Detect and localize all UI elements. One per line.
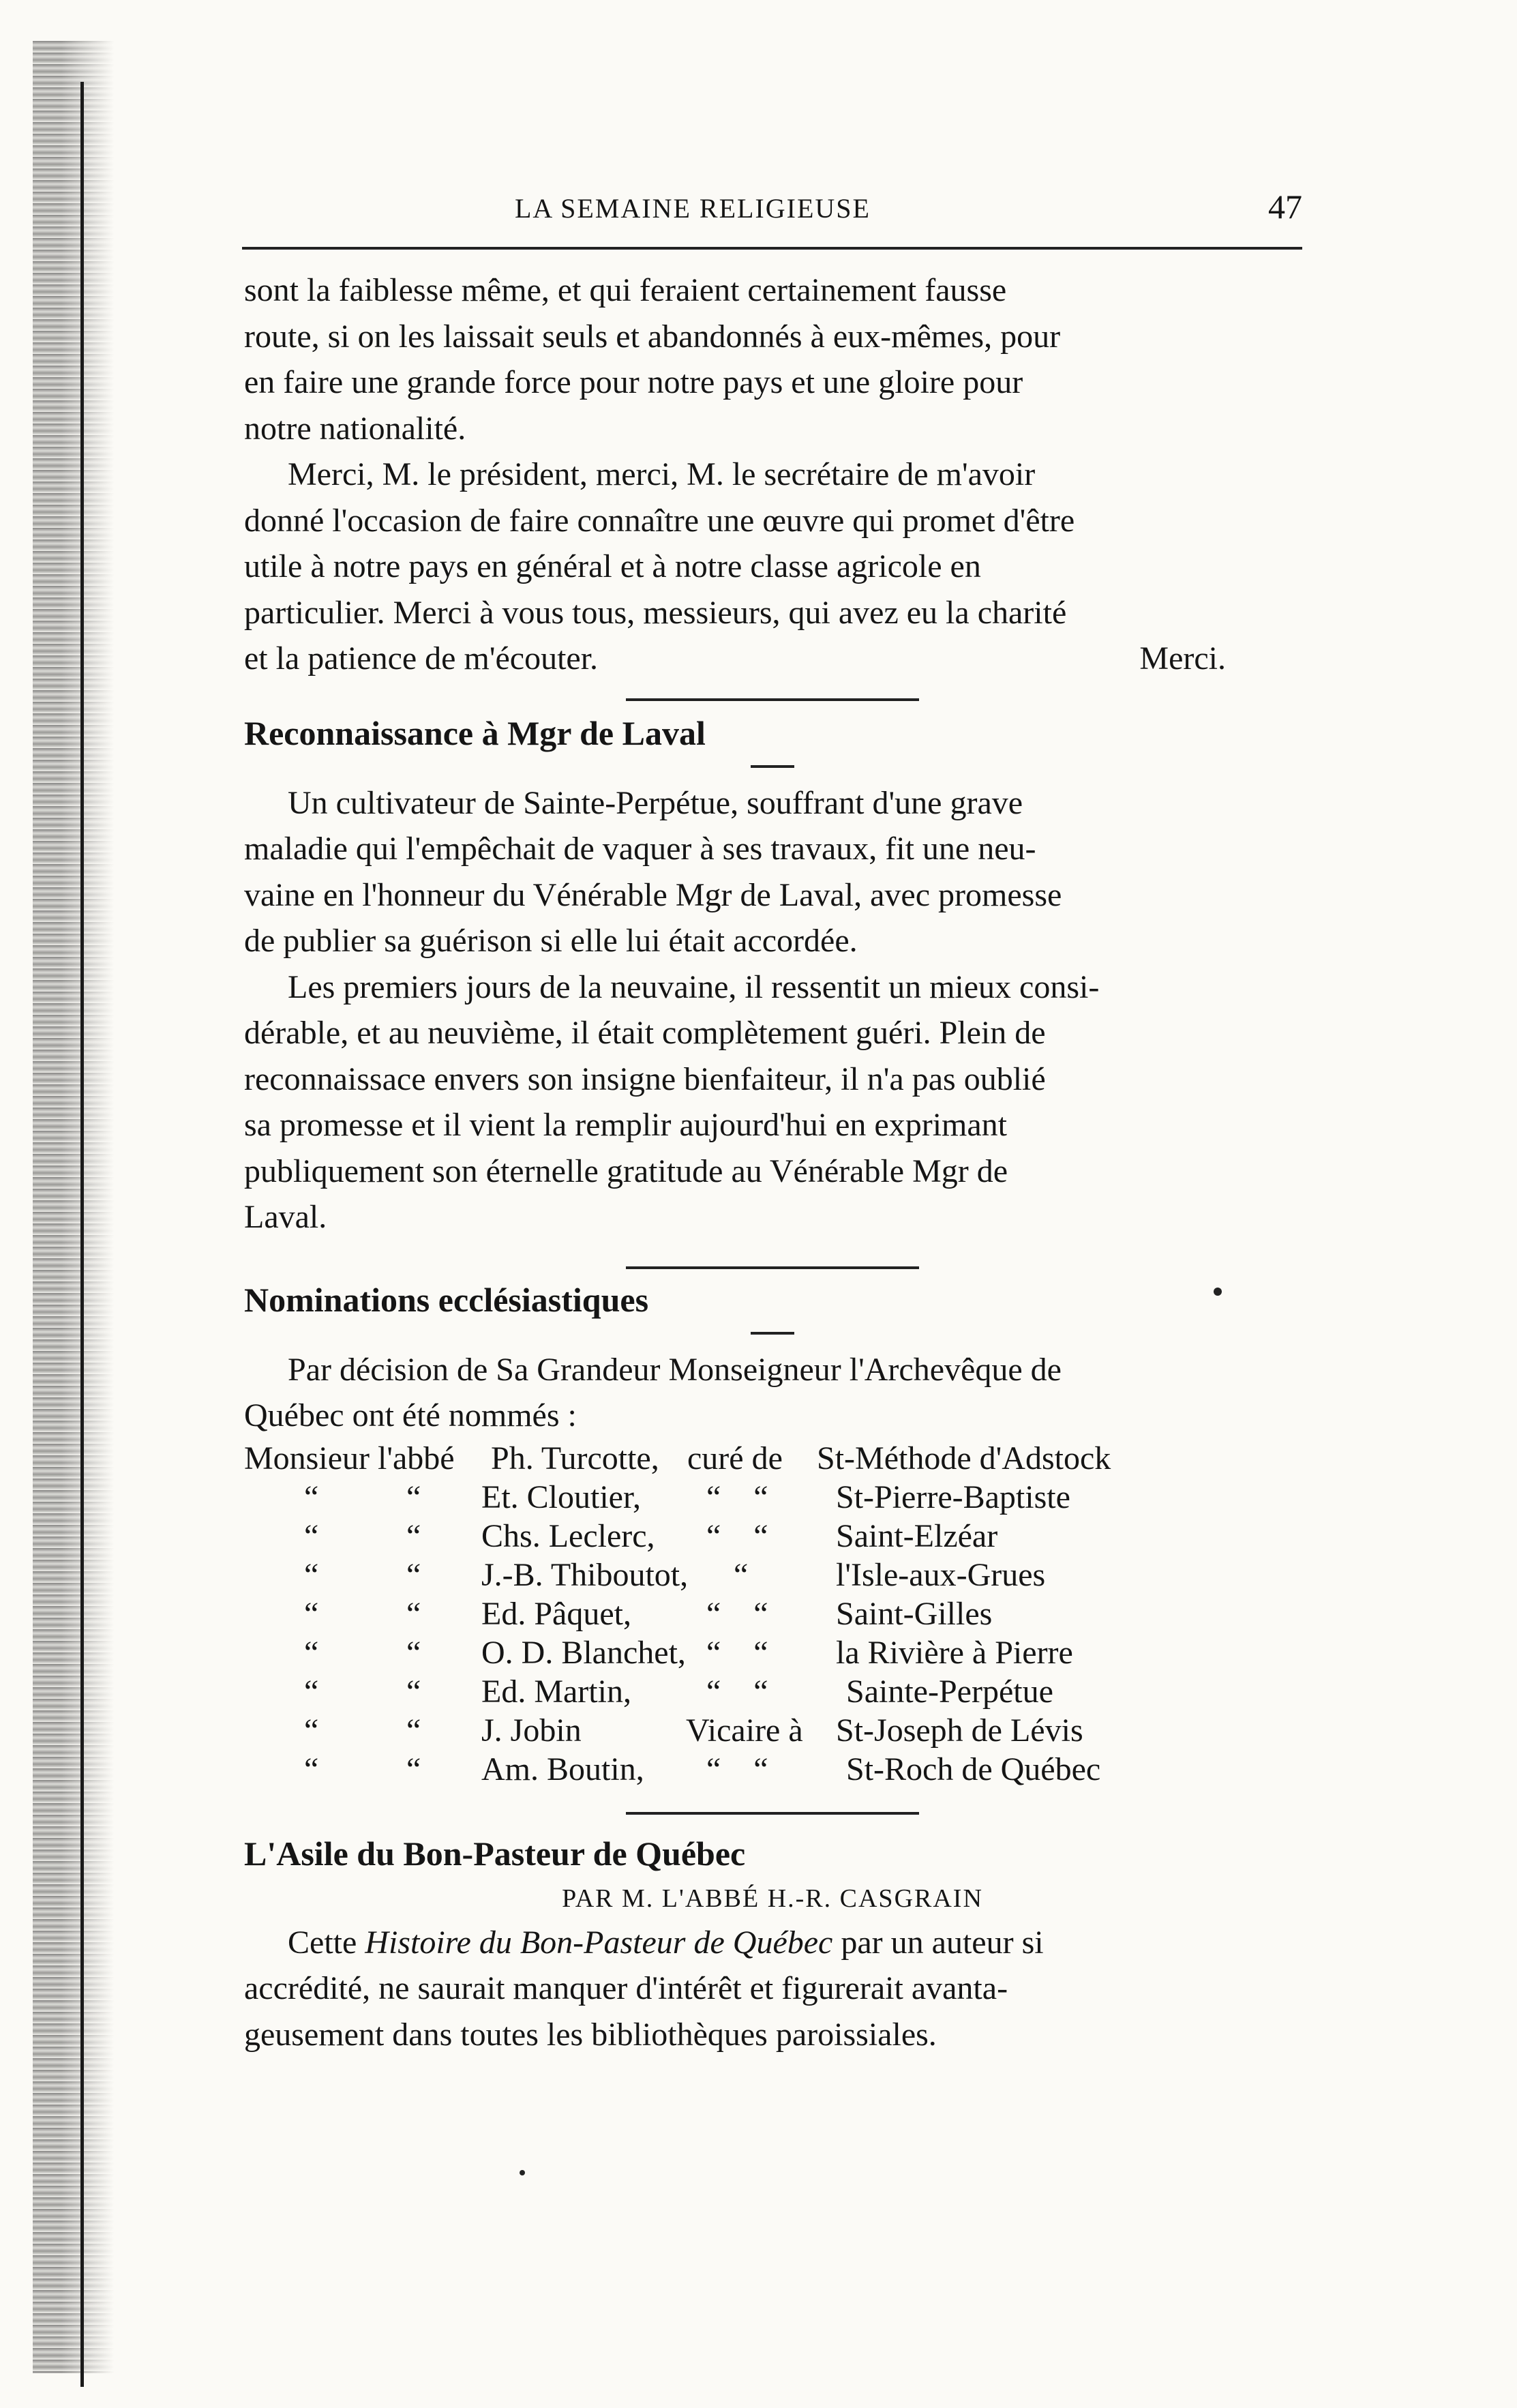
- section-title-nominations: Nominations ecclésiastiques: [244, 1280, 649, 1319]
- text-line: donné l'occasion de faire connaître une œuvre qui promet d'être: [244, 502, 1075, 539]
- nomination-name: O. D. Blanchet,: [481, 1634, 686, 1671]
- text-line: publiquement son éternelle gratitude au Vénérable Mgr de: [244, 1153, 1008, 1189]
- text-line: en faire une grande force pour notre pays et une gloire pour: [244, 364, 1023, 400]
- text-line: dérable, et au neuvième, il était complètement guéri. Plein de: [244, 1015, 1046, 1051]
- nomination-row: [244, 1594, 1301, 1633]
- nomination-place: l'Isle-aux-Grues: [836, 1556, 1046, 1593]
- nomination-place: Sainte-Perpétue: [846, 1673, 1053, 1710]
- text-line: sa promesse et il vient la remplir aujourd'hui en exprimant: [244, 1107, 1007, 1143]
- binding-edge: [33, 41, 115, 2373]
- section3-paragraph: [244, 1920, 1301, 2058]
- page-header: [242, 188, 1302, 240]
- text-line: Les premiers jours de la neuvaine, il ressentit un mieux consi-: [288, 968, 1100, 1005]
- nomination-row: [244, 1556, 1301, 1594]
- text-fragment: par un auteur si: [832, 1924, 1044, 1961]
- intro-paragraph-1: [244, 267, 1301, 451]
- ditto-mark: “: [304, 1478, 319, 1515]
- page-number: 47: [1268, 188, 1302, 226]
- nomination-role: “ “: [706, 1595, 768, 1632]
- text-line: notre nationalité.: [244, 410, 466, 447]
- nomination-name: J. Jobin: [481, 1712, 582, 1749]
- section1-paragraph-1: [244, 780, 1301, 964]
- text-line: et la patience de m'écouter.: [244, 640, 599, 677]
- text-line: utile à notre pays en général et à notre classe agricole en: [244, 548, 981, 584]
- page-body: [244, 267, 1301, 2057]
- closing-thanks: Merci.: [1139, 640, 1226, 677]
- nomination-place: la Rivière à Pierre: [836, 1634, 1073, 1671]
- ink-speck: [1214, 1288, 1222, 1296]
- nominations-list: [244, 1439, 1301, 1789]
- nomination-role: “ “: [706, 1751, 768, 1787]
- text-line: Par décision de Sa Grandeur Monseigneur l'Archevêque de: [288, 1351, 1062, 1388]
- ditto-mark: “: [406, 1517, 421, 1554]
- text-line: reconnaissace envers son insigne bienfaiteur, il n'a pas oublié: [244, 1060, 1046, 1097]
- nomination-name: Ed. Pâquet,: [481, 1595, 631, 1632]
- text-line: Laval.: [244, 1199, 327, 1235]
- text-line: Québec ont été nommés :: [244, 1397, 577, 1433]
- nomination-role: Vicaire à: [686, 1712, 803, 1749]
- nomination-role: curé de: [687, 1440, 783, 1476]
- nomination-role: “: [734, 1556, 749, 1593]
- text-line: route, si on les laissait seuls et abandonnés à eux-mêmes, pour: [244, 318, 1061, 355]
- text-line: Un cultivateur de Sainte-Perpétue, souffrant d'une grave: [288, 784, 1023, 821]
- text-line: vaine en l'honneur du Vénérable Mgr de Laval, avec promesse: [244, 876, 1062, 913]
- nomination-role: “ “: [706, 1673, 768, 1710]
- text-fragment: Cette: [288, 1924, 365, 1961]
- nomination-role: “ “: [706, 1634, 768, 1671]
- section-title-asile: L'Asile du Bon-Pasteur de Québec: [244, 1834, 746, 1873]
- ditto-mark: “: [304, 1712, 319, 1749]
- book-title: Histoire du Bon-Pasteur de Québec: [365, 1924, 833, 1961]
- intro-paragraph-2: [244, 451, 1301, 636]
- text-line: geusement dans toutes les bibliothèques paroissiales.: [244, 2016, 937, 2053]
- ditto-mark: “: [304, 1556, 319, 1593]
- ditto-mark: “: [304, 1673, 319, 1710]
- nomination-row: [244, 1478, 1301, 1517]
- ditto-mark: “: [406, 1712, 421, 1749]
- section1-paragraph-2: [244, 964, 1301, 1240]
- text-line: de publier sa guérison si elle lui était accordée.: [244, 923, 858, 959]
- section-divider: [626, 698, 919, 701]
- ditto-mark: “: [304, 1595, 319, 1632]
- nomination-row: [244, 1439, 1301, 1478]
- nomination-place: St-Roch de Québec: [846, 1751, 1101, 1787]
- ditto-mark: “: [406, 1556, 421, 1593]
- nomination-place: Saint-Gilles: [836, 1595, 993, 1632]
- nomination-name: J.-B. Thiboutot,: [481, 1556, 689, 1593]
- nomination-row: [244, 1672, 1301, 1711]
- section-title-reconnaissance: Reconnaissance à Mgr de Laval: [244, 713, 706, 752]
- nomination-head: Monsieur l'abbé: [244, 1440, 455, 1476]
- text-line: particulier. Merci à vous tous, messieurs, qui avez eu la charité: [244, 594, 1067, 631]
- nomination-place: St-Méthode d'Adstock: [817, 1440, 1111, 1476]
- nomination-name: Ph. Turcotte,: [491, 1440, 659, 1476]
- nomination-name: Chs. Leclerc,: [481, 1517, 655, 1554]
- title-dash: [751, 1332, 794, 1335]
- nomination-place: St-Joseph de Lévis: [836, 1712, 1083, 1749]
- ditto-mark: “: [406, 1595, 421, 1632]
- nomination-row: [244, 1711, 1301, 1750]
- closing-line: [244, 636, 1301, 682]
- nomination-row: [244, 1517, 1301, 1556]
- nomination-row: [244, 1750, 1301, 1789]
- text-line: maladie qui l'empêchait de vaquer à ses travaux, fit une neu-: [244, 831, 1036, 867]
- ditto-mark: “: [304, 1751, 319, 1787]
- binding-line: [80, 82, 84, 2387]
- ditto-mark: “: [406, 1634, 421, 1671]
- text-line: Merci, M. le président, merci, M. le secrétaire de m'avoir: [288, 456, 1036, 492]
- nomination-role: “ “: [706, 1517, 768, 1554]
- running-head: LA SEMAINE RELIGIEUSE: [515, 193, 871, 224]
- byline: PAR M. L'ABBÉ H.-R. CASGRAIN: [562, 1884, 983, 1913]
- ditto-mark: “: [406, 1673, 421, 1710]
- nomination-name: Ed. Martin,: [481, 1673, 631, 1710]
- header-rule: [242, 247, 1302, 250]
- ditto-mark: “: [406, 1478, 421, 1515]
- section-divider: [626, 1812, 919, 1815]
- title-dash: [751, 765, 794, 768]
- ink-speck: [520, 2170, 525, 2175]
- section2-intro: [244, 1347, 1301, 1439]
- nomination-name: Am. Boutin,: [481, 1751, 644, 1787]
- section-divider: [626, 1266, 919, 1269]
- nomination-name: Et. Cloutier,: [481, 1478, 642, 1515]
- ditto-mark: “: [406, 1751, 421, 1787]
- nomination-place: Saint-Elzéar: [836, 1517, 998, 1554]
- text-line: accrédité, ne saurait manquer d'intérêt et figurerait avanta-: [244, 1970, 1008, 2006]
- nomination-role: “ “: [706, 1478, 768, 1515]
- text-line: sont la faiblesse même, et qui feraient certainement fausse: [244, 272, 1007, 308]
- ditto-mark: “: [304, 1517, 319, 1554]
- nomination-row: [244, 1633, 1301, 1672]
- nomination-place: St-Pierre-Baptiste: [836, 1478, 1070, 1515]
- ditto-mark: “: [304, 1634, 319, 1671]
